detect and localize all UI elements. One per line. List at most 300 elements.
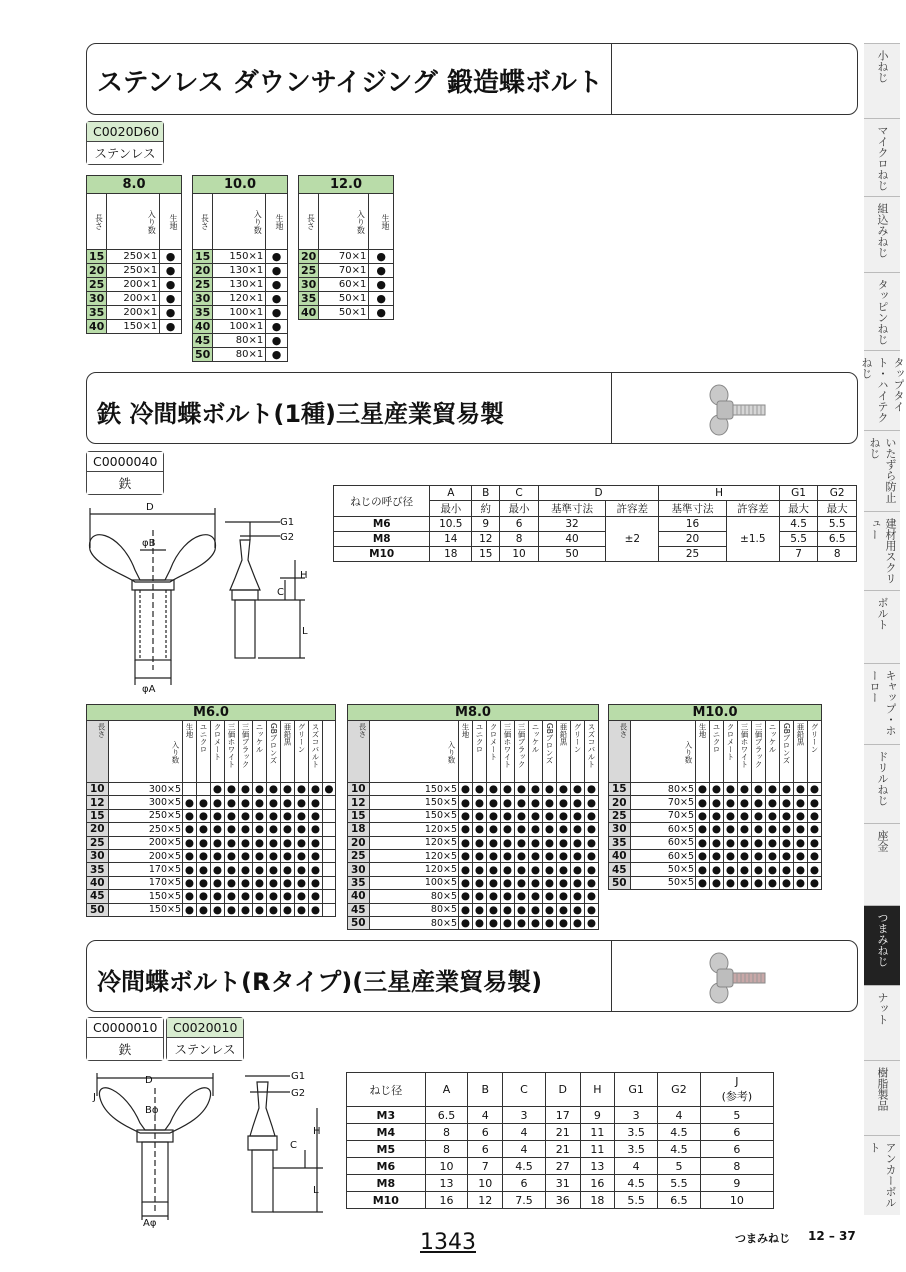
row-dot: ● (724, 876, 738, 889)
row-dot: ● (543, 890, 557, 903)
spec3-size: M8 (347, 1175, 426, 1192)
row-dot: ● (197, 836, 211, 849)
dim-C: C (277, 587, 284, 598)
row-dot: ● (183, 836, 197, 849)
section2-material: 鉄 (87, 472, 163, 494)
row-length: 35 (87, 863, 109, 876)
row-dot: ● (197, 809, 211, 822)
row-dot: ● (557, 916, 571, 929)
row-length: 25 (609, 809, 631, 822)
row-dot: ● (487, 863, 501, 876)
row-dot: ● (267, 890, 281, 903)
spec-subheader: 基準寸法 (538, 501, 605, 517)
row-dot (197, 783, 211, 796)
spec3-cell: 6 (700, 1124, 773, 1141)
spec3-cell: 8 (425, 1124, 468, 1141)
row-dot: ● (696, 796, 710, 809)
row-dot: ● (239, 876, 253, 889)
spec3-cell: 7 (468, 1158, 503, 1175)
sidebar-tab-14[interactable]: アンカーボルト (864, 1135, 900, 1215)
spec3-cell: 3 (615, 1107, 658, 1124)
row-dot: ● (515, 890, 529, 903)
row-dot: ● (529, 890, 543, 903)
row-dot: ● (267, 809, 281, 822)
s2-h-qty: 入り数 (370, 721, 459, 783)
row-dot: ● (529, 849, 543, 862)
spec-h-B: B (472, 486, 500, 501)
spec-D-tol: ±2 (606, 517, 659, 562)
row-dot: ● (459, 903, 473, 916)
spec-G2: 6.5 (818, 532, 857, 547)
spec3-header: G1 (615, 1073, 658, 1107)
table-row (348, 849, 599, 862)
table-row (193, 278, 288, 292)
row-dot: ● (557, 890, 571, 903)
section1-title-box (86, 43, 858, 115)
row-dot: ● (253, 783, 267, 796)
table-row (348, 823, 599, 836)
row-dot: ● (557, 823, 571, 836)
row-dot: ● (197, 823, 211, 836)
row-dot: ● (160, 320, 182, 334)
spec3-cell: 4 (615, 1158, 658, 1175)
row-qty: 150×5 (370, 796, 459, 809)
table-row (87, 292, 182, 306)
section3-code1: C0000010 (87, 1018, 163, 1038)
row-length: 15 (87, 809, 109, 822)
row-dot: ● (766, 836, 780, 849)
row-dot: ● (710, 823, 724, 836)
table-row (193, 348, 288, 362)
spec3-header: G2 (658, 1073, 701, 1107)
row-dot: ● (459, 809, 473, 822)
row-qty: 100×1 (213, 306, 266, 320)
row-qty: 50×1 (319, 306, 369, 320)
row-dot: ● (225, 823, 239, 836)
row-dot: ● (295, 796, 309, 809)
row-dot: ● (696, 823, 710, 836)
sidebar-tab-13[interactable]: 樹脂製品 (864, 1060, 900, 1135)
row-dot: ● (225, 890, 239, 903)
row-dot: ● (571, 809, 585, 822)
spec3-cell: 3.5 (615, 1124, 658, 1141)
spec3-cell: 16 (425, 1192, 468, 1209)
page-number: 1343 (420, 1230, 476, 1255)
dim-L: L (302, 626, 308, 637)
row-dot: ● (160, 278, 182, 292)
spec-H: 25 (659, 547, 726, 562)
row-dot: ● (571, 863, 585, 876)
row-qty: 300×5 (109, 783, 183, 796)
spec3-cell: 27 (545, 1158, 580, 1175)
table-row (87, 863, 336, 876)
dim3-L: L (313, 1185, 319, 1196)
table-row (609, 809, 822, 822)
row-dot: ● (225, 903, 239, 916)
row-dot (323, 876, 336, 889)
row-dot: ● (808, 796, 822, 809)
sidebar-tab-2[interactable]: 組込みねじ (864, 196, 900, 272)
spec3-header: D (545, 1073, 580, 1107)
row-qty: 70×1 (319, 250, 369, 264)
row-qty: 150×5 (370, 809, 459, 822)
row-dot: ● (281, 836, 295, 849)
s2-h-finish: 生地 (183, 721, 197, 783)
dim3-G1: G1 (291, 1071, 306, 1082)
sidebar-tab-8[interactable]: キャップ・ホーロー (864, 663, 900, 744)
row-dot: ● (738, 783, 752, 796)
section1-code: C0020D60 (87, 122, 163, 142)
row-length: 50 (609, 876, 631, 889)
spec3-cell: 4.5 (658, 1141, 701, 1158)
spec-size: M10 (334, 547, 430, 562)
row-qty: 60×5 (631, 823, 696, 836)
row-dot: ● (473, 783, 487, 796)
row-dot: ● (808, 783, 822, 796)
row-length: 25 (348, 849, 370, 862)
sidebar-tab-3[interactable]: タッピンねじ (864, 272, 900, 350)
row-dot: ● (324, 783, 334, 796)
row-length: 35 (87, 306, 107, 320)
row-qty: 150×5 (109, 903, 183, 916)
row-dot: ● (501, 823, 515, 836)
s2-h-len: 長さ (87, 721, 109, 783)
row-dot: ● (766, 809, 780, 822)
row-dot: ● (211, 783, 225, 796)
spec3-cell: 12 (468, 1192, 503, 1209)
row-dot: ● (752, 796, 766, 809)
row-dot: ● (183, 903, 197, 916)
row-dot: ● (281, 863, 295, 876)
dim-A: φA (142, 684, 156, 695)
row-dot: ● (211, 849, 225, 862)
row-dot: ● (529, 809, 543, 822)
row-length: 10 (87, 783, 109, 796)
s2-h-finish: ユニクロ (473, 721, 487, 783)
row-dot (323, 863, 336, 876)
row-dot: ● (267, 849, 281, 862)
row-dot: ● (766, 823, 780, 836)
row-dot: ● (780, 836, 794, 849)
row-dot: ● (487, 849, 501, 862)
sidebar-tab-7[interactable]: ボルト (864, 590, 900, 663)
sidebar-tab-0[interactable]: 小ねじ (864, 43, 900, 118)
row-dot: ● (253, 796, 267, 809)
row-dot: ● (253, 849, 267, 862)
row-dot: ● (501, 890, 515, 903)
s2-size-header: M6.0 (87, 705, 336, 721)
row-dot: ● (752, 836, 766, 849)
row-dot: ● (281, 903, 295, 916)
row-dot: ● (571, 823, 585, 836)
row-dot: ● (501, 916, 515, 929)
s1-h-len: 長さ (299, 194, 319, 250)
row-dot: ● (459, 783, 473, 796)
row-dot: ● (225, 783, 239, 796)
row-length: 15 (609, 783, 631, 796)
row-dot: ● (515, 783, 529, 796)
row-length: 35 (609, 836, 631, 849)
spec-H: 20 (659, 532, 726, 547)
row-qty: 200×1 (107, 306, 160, 320)
table-row (348, 836, 599, 849)
row-dot: ● (369, 278, 394, 292)
spec-B: 15 (472, 547, 500, 562)
s2-h-len: 長さ (609, 721, 631, 783)
row-dot: ● (808, 876, 822, 889)
spec-size: M8 (334, 532, 430, 547)
sidebar-tab-6[interactable]: 建材用スクリュー (864, 511, 900, 590)
s2-h-finish (323, 721, 336, 783)
row-length: 40 (87, 876, 109, 889)
row-dot: ● (515, 916, 529, 929)
row-dot: ● (239, 863, 253, 876)
row-dot: ● (766, 783, 780, 796)
row-dot: ● (808, 863, 822, 876)
s2-h-finish: グリーン (571, 721, 585, 783)
row-length: 45 (348, 903, 370, 916)
row-dot: ● (473, 809, 487, 822)
spec3-cell: 11 (580, 1141, 615, 1158)
spec-subheader: 最小 (500, 501, 539, 517)
sidebar-tab-5[interactable]: いたずら防止ねじ (864, 430, 900, 511)
row-dot: ● (724, 849, 738, 862)
row-dot: ● (515, 836, 529, 849)
row-dot: ● (309, 849, 323, 862)
row-dot: ● (557, 796, 571, 809)
sidebar-tab-9[interactable]: ドリルねじ (864, 744, 900, 823)
row-dot: ● (459, 876, 473, 889)
table-row (193, 334, 288, 348)
s2-h-finish: GBブロンズ (780, 721, 794, 783)
spec-H: 16 (659, 517, 726, 532)
table-row (87, 849, 336, 862)
row-length: 20 (609, 796, 631, 809)
row-dot: ● (529, 916, 543, 929)
row-dot: ● (529, 783, 543, 796)
row-dot: ● (239, 849, 253, 862)
row-dot: ● (197, 876, 211, 889)
row-dot: ● (211, 876, 225, 889)
row-dot: ● (309, 863, 323, 876)
row-dot: ● (266, 348, 288, 362)
table-row (299, 264, 394, 278)
table-row (193, 320, 288, 334)
spec3-cell: 6 (468, 1141, 503, 1158)
dim3-D: D (145, 1075, 153, 1086)
s2-h-finish: 亜鉛黒 (281, 721, 295, 783)
row-dot: ● (529, 863, 543, 876)
section3-material2: ステンレス (167, 1038, 243, 1060)
row-length: 20 (348, 836, 370, 849)
table-row (609, 876, 822, 889)
dim3-G2: G2 (291, 1088, 306, 1099)
spec-h-size: ねじの呼び径 (334, 486, 430, 517)
table-row (299, 250, 394, 264)
row-dot: ● (585, 809, 599, 822)
s2-h-finish: クロメート (724, 721, 738, 783)
s1-size-header: 12.0 (299, 176, 394, 194)
row-qty: 80×5 (370, 890, 459, 903)
row-qty: 120×5 (370, 836, 459, 849)
row-qty: 80×5 (370, 916, 459, 929)
table-row (347, 1107, 774, 1124)
row-dot: ● (211, 890, 225, 903)
row-dot: ● (369, 250, 394, 264)
row-dot: ● (794, 836, 808, 849)
row-dot: ● (724, 783, 738, 796)
table-row (348, 890, 599, 903)
row-dot: ● (794, 796, 808, 809)
row-qty: 120×5 (370, 823, 459, 836)
spec3-cell: 8 (425, 1141, 468, 1158)
row-dot: ● (183, 890, 197, 903)
row-dot: ● (487, 876, 501, 889)
spec3-cell: 31 (545, 1175, 580, 1192)
spec3-cell: 5 (658, 1158, 701, 1175)
row-length: 30 (87, 292, 107, 306)
row-dot: ● (487, 836, 501, 849)
table-row (193, 250, 288, 264)
table-row (609, 849, 822, 862)
row-qty: 70×1 (319, 264, 369, 278)
row-qty: 200×5 (109, 836, 183, 849)
row-dot: ● (543, 796, 557, 809)
spec3-cell: 4.5 (503, 1158, 546, 1175)
row-dot: ● (309, 890, 323, 903)
spec3-cell: 21 (545, 1141, 580, 1158)
s1-h-qty: 入り数 (213, 194, 266, 250)
row-dot: ● (281, 890, 295, 903)
row-dot: ● (529, 876, 543, 889)
row-qty: 200×1 (107, 292, 160, 306)
table-row (87, 876, 336, 889)
row-dot: ● (557, 903, 571, 916)
row-qty: 50×5 (631, 876, 696, 889)
table-row (348, 876, 599, 889)
row-qty: 150×5 (370, 783, 459, 796)
section3-spec-table (346, 1072, 774, 1209)
row-dot: ● (211, 863, 225, 876)
spec3-cell: 4 (658, 1107, 701, 1124)
row-dot: ● (253, 809, 267, 822)
row-dot: ● (160, 250, 182, 264)
sidebar-tab-11[interactable]: つまみねじ (864, 905, 900, 985)
row-dot: ● (487, 916, 501, 929)
spec3-size: M6 (347, 1158, 426, 1175)
row-dot: ● (571, 916, 585, 929)
row-dot: ● (459, 796, 473, 809)
footer-category: つまみねじ (735, 1232, 790, 1245)
s2-h-finish: ニッケル (253, 721, 267, 783)
row-dot: ● (724, 836, 738, 849)
row-dot: ● (281, 796, 295, 809)
row-dot: ● (266, 250, 288, 264)
spec3-size: M3 (347, 1107, 426, 1124)
row-qty: 60×5 (631, 836, 696, 849)
table-row (87, 890, 336, 903)
row-dot: ● (459, 863, 473, 876)
row-dot: ● (473, 823, 487, 836)
row-dot: ● (515, 863, 529, 876)
sidebar-tab-10[interactable]: 座金 (864, 823, 900, 905)
row-qty: 300×5 (109, 796, 183, 809)
dim-B: φB (142, 538, 156, 549)
spec-C: 10 (500, 547, 539, 562)
row-dot: ● (459, 836, 473, 849)
row-length: 45 (609, 863, 631, 876)
row-dot: ● (369, 292, 394, 306)
s1-h-raw: 生地 (266, 194, 288, 250)
row-dot: ● (459, 890, 473, 903)
row-dot: ● (752, 863, 766, 876)
spec-subheader: 最小 (430, 501, 472, 517)
row-dot (323, 809, 336, 822)
row-dot: ● (501, 809, 515, 822)
row-qty: 60×1 (319, 278, 369, 292)
spec3-header: C (503, 1073, 546, 1107)
row-length: 15 (193, 250, 213, 264)
row-dot: ● (295, 836, 309, 849)
row-dot: ● (369, 306, 394, 320)
sidebar-tab-4[interactable]: タップタイト・ハイテクねじ (864, 350, 900, 430)
row-length: 25 (193, 278, 213, 292)
spec-size: M6 (334, 517, 430, 532)
row-qty: 80×1 (213, 334, 266, 348)
spec-subheader: 基準寸法 (659, 501, 726, 517)
row-qty: 130×1 (213, 278, 266, 292)
row-qty: 80×5 (631, 783, 696, 796)
row-dot: ● (267, 783, 281, 796)
row-length: 40 (348, 890, 370, 903)
table-row (299, 306, 394, 320)
table-row (348, 796, 599, 809)
spec3-header: J (参考) (700, 1073, 773, 1107)
s1-h-qty: 入り数 (107, 194, 160, 250)
row-dot: ● (253, 823, 267, 836)
spec-C: 6 (500, 517, 539, 532)
footer-pageref: 12 – 37 (808, 1229, 856, 1243)
row-dot: ● (696, 836, 710, 849)
row-qty: 80×1 (213, 348, 266, 362)
row-dot: ● (267, 823, 281, 836)
row-dot: ● (724, 863, 738, 876)
sidebar-tab-1[interactable]: マイクロねじ (864, 118, 900, 196)
s2-h-finish: スズコバルト (585, 721, 599, 783)
s1-h-raw: 生地 (369, 194, 394, 250)
dim3-H: H (313, 1126, 321, 1137)
row-dot: ● (225, 863, 239, 876)
row-dot: ● (543, 836, 557, 849)
row-dot: ● (295, 849, 309, 862)
row-dot: ● (585, 890, 599, 903)
row-dot: ● (239, 836, 253, 849)
row-qty: 60×5 (631, 849, 696, 862)
row-dot: ● (211, 903, 225, 916)
spec-D: 50 (538, 547, 605, 562)
row-dot: ● (738, 849, 752, 862)
section2-spec-table (333, 485, 857, 562)
row-dot: ● (239, 783, 253, 796)
s2-table-M6.0 (86, 704, 336, 917)
sidebar-tab-12[interactable]: ナット (864, 985, 900, 1060)
spec-h-G1: G1 (779, 486, 818, 501)
row-qty: 70×5 (631, 809, 696, 822)
spec-D: 32 (538, 517, 605, 532)
section3-code-stainless (166, 1017, 244, 1061)
row-dot: ● (160, 306, 182, 320)
row-dot: ● (710, 849, 724, 862)
